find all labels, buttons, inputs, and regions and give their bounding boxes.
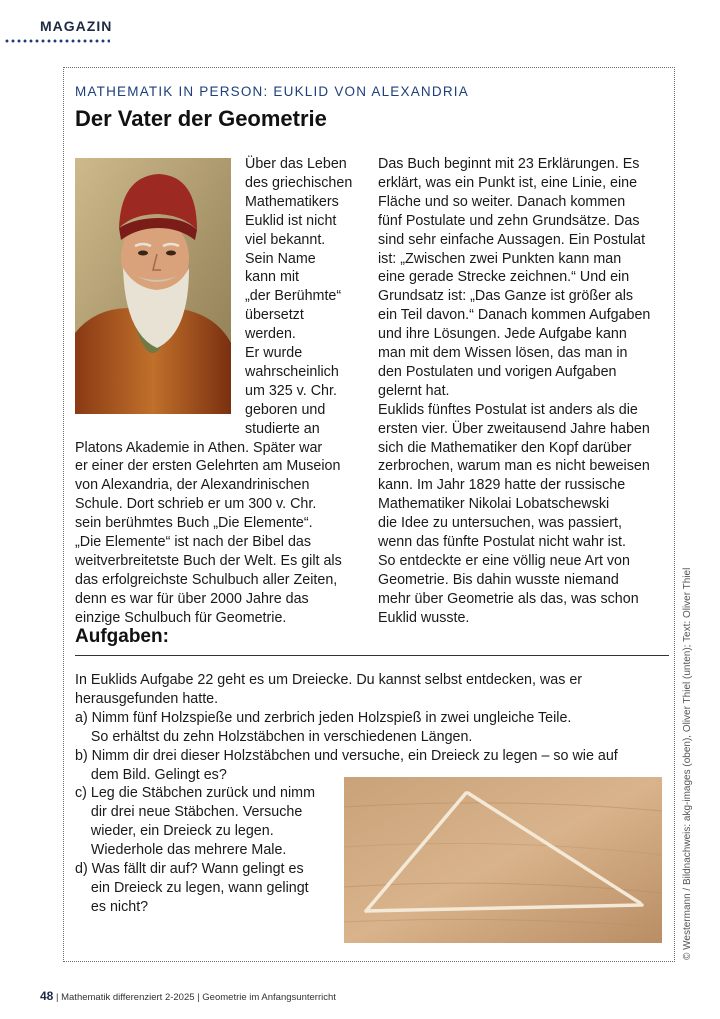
- left-column-line: „Die Elemente“ ist nach der Bibel das: [75, 534, 312, 550]
- left-column-line: geboren und: [245, 401, 326, 418]
- left-column-line: Platons Akademie in Athen. Später war: [75, 439, 323, 456]
- right-column-line: Euklids fünftes Postulat ist anders als die: [378, 401, 638, 418]
- left-column-line: Schule. Dort schrieb er um 300 v. Chr.: [75, 496, 317, 513]
- article-title: Der Vater der Geometrie: [75, 106, 327, 131]
- task-line: dem Bild. Gelingt es?: [75, 766, 227, 783]
- task-line: d) Was fällt dir auf? Wann gelingt es: [75, 861, 304, 877]
- left-column-line: das erfolgreichste Schulbuch aller Zeiten,: [75, 571, 338, 588]
- issue-topic: Geometrie im Anfangsunterricht: [202, 992, 336, 1003]
- left-column-line: kann mit: [245, 269, 300, 286]
- right-column-line: zerbrochen, warum man es nicht beweisen: [378, 458, 650, 475]
- footer-separator: |: [56, 992, 62, 1003]
- tasks-divider: [75, 655, 669, 656]
- task-line: c) Leg die Stäbchen zurück und nimm: [75, 785, 315, 802]
- task-line: b) Nimm dir drei dieser Holzstäbchen und versuche, ein Dreieck zu legen – so wie auf: [75, 747, 618, 764]
- left-column-line: sein berühmtes Buch „Die Elemente“.: [75, 515, 313, 532]
- stick-triangle-photo: [344, 777, 662, 943]
- tasks-heading: Aufgaben:: [75, 626, 169, 647]
- left-column-line: studierte an: [245, 420, 320, 437]
- left-column-line: Über das Leben: [245, 156, 347, 172]
- left-column-line: Euklid ist nicht: [245, 212, 337, 229]
- right-column-line: sind sehr einfache Aussagen. Ein Postulat: [378, 231, 646, 248]
- task-line: Wiederhole das mehrere Male.: [75, 842, 287, 859]
- right-column-line: Grundsatz ist: „Das Ganze ist größer als: [378, 288, 634, 305]
- left-column-line: denn es war für über 2000 Jahre das: [75, 590, 309, 607]
- section-dots-divider: [4, 39, 110, 43]
- right-column-line: sich die Mathematiker den Kopf darüber: [378, 439, 632, 456]
- right-column-line: erklärt, was ein Punkt ist, eine Linie, eine: [378, 174, 638, 191]
- right-column-line: gelernt hat.: [378, 382, 450, 399]
- right-column-line: wenn das fünfte Postulat nicht wahr ist.: [378, 534, 626, 550]
- right-column-line: eine gerade Strecke zeichnen.“ Und ein: [378, 269, 630, 286]
- left-column-line: einzige Schulbuch für Geometrie.: [75, 609, 287, 626]
- right-column-line: den Postulaten und vorigen Aufgaben: [378, 363, 617, 380]
- right-column-line: und ihre Lösungen. Jede Aufgabe kann: [378, 326, 627, 343]
- task-line: es nicht?: [75, 898, 149, 915]
- right-column-line: Das Buch beginnt mit 23 Erklärungen. Es: [378, 156, 640, 172]
- image-credit: © Westermann / Bildnachweis: akg-images (oben), Oliver Thiel (unten); Text: Oliver Thiel: [682, 567, 693, 960]
- task-line: In Euklids Aufgabe 22 geht es um Dreiecke. Du kannst selbst entdecken, was er: [75, 672, 583, 688]
- right-column-line: mehr über Geometrie als das, was schon: [378, 590, 639, 607]
- left-column-line: wahrscheinlich: [245, 363, 339, 380]
- left-column-line: Sein Name: [245, 250, 316, 267]
- task-line: dir drei neue Stäbchen. Versuche: [75, 804, 303, 821]
- left-column-line: Mathematikers: [245, 193, 339, 210]
- article-kicker: MATHEMATIK IN PERSON: EUKLID VON ALEXANDRIA: [75, 84, 469, 99]
- right-column-line: Euklid wusste.: [378, 609, 470, 626]
- task-line: a) Nimm fünf Holzspieße und zerbrich jeden Holzspieß in zwei ungleiche Teile.: [75, 709, 572, 726]
- left-column-line: übersetzt: [245, 307, 304, 324]
- left-column-line: des griechischen: [245, 174, 353, 191]
- left-column-line: „der Berühmte“: [245, 288, 342, 305]
- task-line: ein Dreieck zu legen, wann gelingt: [75, 879, 309, 896]
- right-column-line: Geometrie. Bis dahin wusste niemand: [378, 571, 619, 588]
- left-column-line: werden.: [245, 326, 296, 343]
- page-footer: [40, 989, 336, 1003]
- task-line: herausgefunden hatte.: [75, 690, 219, 707]
- left-column-line: er einer der ersten Gelehrten am Museion: [75, 458, 341, 475]
- right-column-line: die Idee zu untersuchen, was passiert,: [378, 515, 622, 532]
- left-column-line: Er wurde: [245, 345, 303, 361]
- right-column-line: kann. Im Jahr 1829 hatte der russische: [378, 477, 626, 494]
- right-column-line: Fläche und so weiter. Danach kommen: [378, 193, 626, 210]
- section-label: MAGAZIN: [40, 18, 113, 34]
- footer-separator: |: [197, 992, 203, 1003]
- left-column-line: um 325 v. Chr.: [245, 382, 337, 399]
- right-column-line: ein Teil davon.“ Danach kommen Aufgaben: [378, 307, 651, 324]
- euclid-portrait-image: [75, 158, 231, 414]
- page-number: 48: [40, 989, 54, 1003]
- right-column-line: man mit dem Wissen lösen, das man in: [378, 345, 628, 361]
- left-column-line: von Alexandria, der Alexandrinischen: [75, 477, 310, 494]
- right-column-line: fünf Postulate und zehn Grundsätze. Das: [378, 212, 640, 229]
- publication-name: Mathematik differenziert 2-2025: [61, 992, 195, 1003]
- right-column-line: Mathematiker Nikolai Lobatschewski: [378, 496, 610, 513]
- task-line: So erhältst du zehn Holzstäbchen in verschiedenen Längen.: [75, 728, 473, 745]
- left-column-line: weitverbreitetste Buch der Welt. Es gilt als: [75, 552, 342, 569]
- task-line: wieder, ein Dreieck zu legen.: [75, 823, 274, 840]
- right-column-line: So entdeckte er eine völlig neue Art von: [378, 552, 630, 569]
- left-column-line: viel bekannt.: [245, 231, 326, 248]
- right-column-line: ist: „Zwischen zwei Punkten kann man: [378, 250, 622, 267]
- right-column-line: ersten vier. Über zweitausend Jahre haben: [378, 420, 650, 437]
